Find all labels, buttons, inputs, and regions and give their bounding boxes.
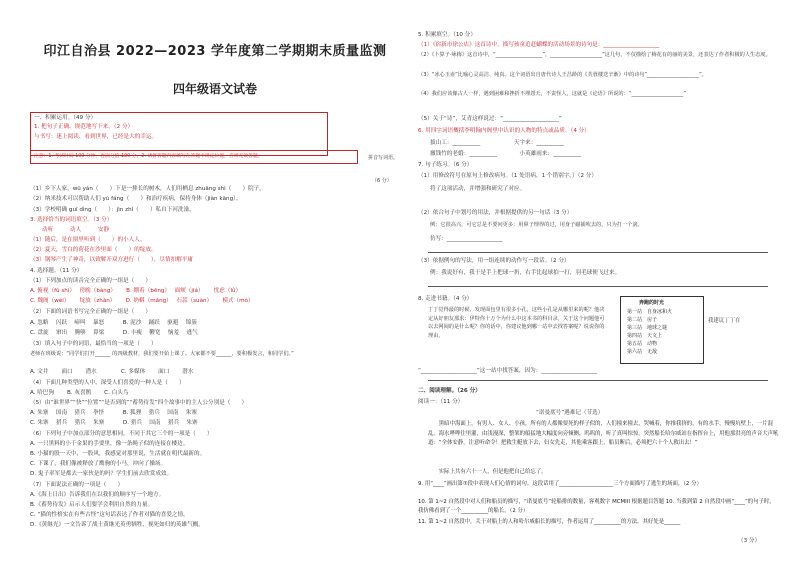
question-9: 9. 用“____”画出第⑦段中表现人们心情的词句。这段话用了____________________三个方面描写了逃生的场面。（2 分） — [418, 481, 702, 487]
left-line-8: （3）钢琴产生了神奇，以致解开双方进行（ ），尽情扣解平庸 — [30, 257, 193, 263]
left-line-23: C. 朱寨 猎兵 猎兵 朱寨 D. 猎兵 国南 猎兵 朱寨 — [30, 420, 198, 426]
section-two-heading: 二、阅读理解。（26 分） — [418, 388, 481, 394]
left-line-30: A.《海上日出》告诉我们在以我们的顺序写一个地方。 — [30, 492, 165, 498]
left-line-21: （5）由“谁世界”“快”“位置”“是否到的”“蓄势待发”四个故事中的主人公分别是（ ） — [30, 400, 248, 406]
left-line-10: （1）下列加点的读音完全正确的一组是（ ） — [30, 278, 152, 284]
book-contents-item-5: 第五站 动物 — [627, 341, 658, 347]
q7-part-2-example: 例：它很高兴，可它总是不要问更多：用鼻子理得的过，用身子磁捕吹去的，只为打一个滚。 — [430, 222, 643, 228]
left-line-24: （6）下列句子中加点部分的意思相同，不同于其它三个的一项是（ ） — [30, 431, 213, 437]
left-line-5: 动听 动人 安静 — [42, 227, 110, 233]
q7-part-2: （2）依合句子中划号的用法，并根据提供的另一句话（3 分） — [418, 210, 573, 216]
reading-one-heading: 阅读一：（11 分） — [418, 399, 464, 405]
book-contents-item-4: 第四站 天文上 — [627, 333, 663, 339]
q7-part-2-imitate: 仿写：____________________ — [430, 236, 503, 242]
q8-suggestion: 我建议丁丁在 — [708, 318, 741, 324]
question-11: 11. 第 1~2 自然段中，关于对船上的人和哈尔威船长的描写，作者运用了__________的方法，其好处是______ — [418, 519, 681, 525]
left-line-17: 老师在班级说：“同学们打开______ 的四级教材，我们要开始上课了。大家都不要______，要积极发言，和同学们。” — [30, 351, 294, 357]
left-line-18: A. 文井 面口 潜水 C. 多媒体 面口 潜水 — [30, 369, 194, 375]
answer-line-1[interactable] — [428, 252, 768, 253]
notice-text: 注意：1. 考试时间 100 分钟，卷面分值 100 分。2. 请将答题内容填写在答题卡规定位置，否则无效答题。 — [34, 154, 263, 159]
left-line-29: （7）下面说法正确的一项是（ ） — [30, 482, 124, 488]
left-line-11: A. 俯视（fǔ shì） 傍晚（bàng） B. 绷着（bēng） 面颊（jiá） 忧虑（lǜ） — [30, 288, 242, 294]
left-line-26: B. 小猫的股一天中，一股风，我感觉对那里说，生活就在明代最新的。 — [30, 451, 206, 457]
book-contents-item-3: 第三站 地球之谜 — [627, 325, 668, 331]
book-contents-item-2: 第二站 房子 — [627, 317, 658, 323]
q5-item-2: （2）《卜算子·咏梅》这首诗中，“__________________”，____________________”这几句，不仅描绘了梅花有的丽的美景，还表达了作者积极的人生态度。 — [418, 52, 771, 58]
q7-part-1: （1）用修改符号在原句上修改病句。（1 处语病，1 个错别字。）（2 分） — [418, 173, 597, 179]
exam-subtitle: 四年级语文试卷 — [172, 82, 257, 96]
left-line-27: C. 下课了，我们像被释放了鹰驹的小马，冲向了操场。 — [30, 461, 167, 467]
q8-heading: 8. 走进书籍。（4 分） — [418, 296, 473, 302]
question-1-sentence: 与书写：迷上阅读、看到世界，已经是大的幸运。 — [34, 134, 158, 140]
left-line-16: （3）填入句子中的词语，最恰当的一项是（ ） — [30, 341, 157, 347]
q7-part-3-example: 例：我说好有，我于是手上把球一扔，右手比起球拍一打，羽毛球便飞过来。 — [430, 270, 621, 276]
left-line-15: C. 盘旋 窜出 腾够 鼻梁 D. 丰瘦 鞭宽 恼羞 逃气 — [30, 330, 198, 336]
book-contents-title: 奔跑的时光 — [639, 300, 665, 306]
article-body: 黑暗中海面上，有男人、女人、小孩，所有的人都像要死的样子似的，人们撞来撞去，哭喊着，你推我挤的，有的水手，慢慢坑壁上，一片混乱。海水哗哗往里灌，由浅漫深，整架的船猛地大幅度向旁倾侧，呜呜的，听了真叫惊惊。突然船长哈尔威站在指挥台上，用他那洪亮的声音大声吼道：“全体安静，注意听命令！把救生艇放下去，妇女先走，其他乘客跟上，船员断后，必须把六十个人救出去！” — [428, 421, 779, 446]
q8-passage: 丁丁觉得最的时候，发现面包里有很多小孔，这些小孔是从哪里来的呢？他决定从好朋友那求：伊特你十万个为什么中这本书的科目录，关于这个问题他可以去网阅的是什么呢？你的话中，你建议他到哪一站中去找答案呢？说说你的理由。 — [428, 307, 605, 339]
answer-line-3[interactable] — [428, 380, 768, 381]
left-column — [30, 0, 400, 562]
article-title: “诺曼底号”遇难记（节选） — [536, 410, 604, 416]
book-contents-item-1: 第一站 自身冰和火 — [627, 309, 673, 315]
pinyin-side-score: （6 分） — [372, 178, 392, 184]
left-line-28: D. 鬼子率军是都去一家伙是的吗？学生们前去欣赏成效。 — [30, 471, 173, 477]
book-contents-item-6: 第六站 无敌 — [627, 349, 658, 355]
q5-item-5: （5）关于“诗”，艾青这样说过：“____________________” — [418, 116, 562, 122]
left-line-32: C. “猫的性格实在有些古怪”这句话表达了作者对猫的喜爱之情。 — [30, 512, 189, 518]
section-one-heading: 一、积累运用。（49 分） — [34, 115, 97, 121]
left-line-3: （3）学校明确 guī dìng（ ）：jìn zhǐ（ ）私自下河洗澡。 — [30, 207, 195, 213]
left-line-13: （2）下面的词语书写完全正确的一组是（ ） — [30, 309, 152, 315]
left-line-4: 3. 选择恰当的词语填空。（3 分） — [30, 217, 113, 223]
left-line-14: A. 忽略 闪跃 啼叫 暴怒 B. 泥沙 踊跃 驱避 锦簇 — [30, 320, 197, 326]
left-line-9: 4. 选择题。（11 分） — [30, 268, 83, 274]
q6-row-1: 拔山工：__________ 天宇来：__________ — [430, 140, 565, 146]
q5-item-4: （4）我们应该像古人一样，遇到困难和挫折不埋怨天，不责怪人，这就是《论语》所说的：“____________________” — [418, 91, 687, 97]
question-1-heading: 1. 把句子正确、规范地写下来。（2 分） — [34, 124, 134, 130]
left-line-7: （2）夏天，雪白的荷花在沙里面（ ）的绽放， — [30, 247, 157, 253]
left-line-25: A. 一只黑料的小千金果的手要里，像一条绳子似的连接在楼边。 — [30, 441, 189, 447]
answer-line-2[interactable] — [428, 286, 768, 287]
q5-heading: 5. 积累填空。（10 分） — [418, 32, 476, 38]
right-column — [418, 0, 780, 562]
left-line-1: （1）乡下人家，wū yán（ ）下是一排长的树木，人们用栖息 zhuāng shì（ ）院子。 — [30, 186, 265, 192]
left-line-31: B.《蓄势待发》启示人们要学会利用自然的力量。 — [30, 502, 154, 508]
q7-heading: 7. 句子练习。（6 分） — [418, 162, 473, 168]
q5-item-1: （1）《宿新市徐公店》这首诗中，描写孩童追赶蝴蝶的活动场景的诗句是：____________________ — [418, 42, 660, 48]
q7-part-1-sentence: 将了这项活动，并增强和研究了对应。 — [430, 186, 526, 192]
left-line-33: D.《黄继光》一文告诉了战士黄继光英勇牺牲、视死如归的英雄气概。 — [30, 522, 204, 528]
q5-item-3: （3）“冰心玉壶”比喻心灵高洁、纯真。这个词语出自唐代诗人王昌龄的《芙蓉楼送辛渐》中的诗句“____________________”。 — [418, 72, 707, 78]
left-line-20: A. 哈巴狗 B. 灰喜鹊 C. 白头鸟 — [30, 390, 129, 396]
q6-row-2: 撤钱竹的老婚：__________ 小英雄雨来：__________ — [430, 151, 582, 157]
q8-answer-line: “____________________”这一站中找答案，因为：____________________ — [418, 368, 598, 374]
left-line-12: C. 魏阁（wèi） 绽放（zhàn） D. 奶蟒（mǎng） 石蒜（suàn） 模式（mó） — [30, 298, 254, 304]
pinyin-side-label: 拼音写词语。 — [368, 155, 399, 161]
left-line-2: （2）纳米技术可以帮助人们 yù fáng（ ）和治疗疾病，保持身体（jiàn kāng）。 — [30, 196, 242, 202]
q6-heading: 6. 用四字词语概括李明翰内阁里中认识的人物的特点或品质。（4 分） — [418, 128, 590, 134]
article-ending: 实际上共有六十一人，但是他把自己给忘了。 — [428, 469, 547, 475]
book-contents-box — [620, 296, 704, 364]
exam-title: 印江自治县 2022—2023 学年度第二学期期末质量监测 — [43, 44, 387, 59]
left-line-22: A. 朱寨 国南 猎兵 拳怪 B. 狐狸 猎兵 国南 朱寨 — [30, 410, 197, 416]
q7-part-3: （3）依据例句的写法，用一组连续的动作写一段话。（2 分） — [418, 258, 570, 264]
question-10: 10. 第 1~2 自然段中对人们和船员的描写，“诺曼底号”轮船排的数量，客观数字 MCMIII 根据题目答题 10. 当我到第 2 自然段中画“____”的句子时，我仿佛看到了一个__________的船长。（2 分） — [418, 499, 775, 514]
left-line-6: （1）随后，是在窗里听到（ ）的小人人。 — [30, 237, 146, 243]
question-11-score: （3 分） — [738, 538, 761, 544]
left-line-19: （4）下面几种类型的人中，深受人们喜爱的一种人是（ ） — [30, 380, 185, 386]
